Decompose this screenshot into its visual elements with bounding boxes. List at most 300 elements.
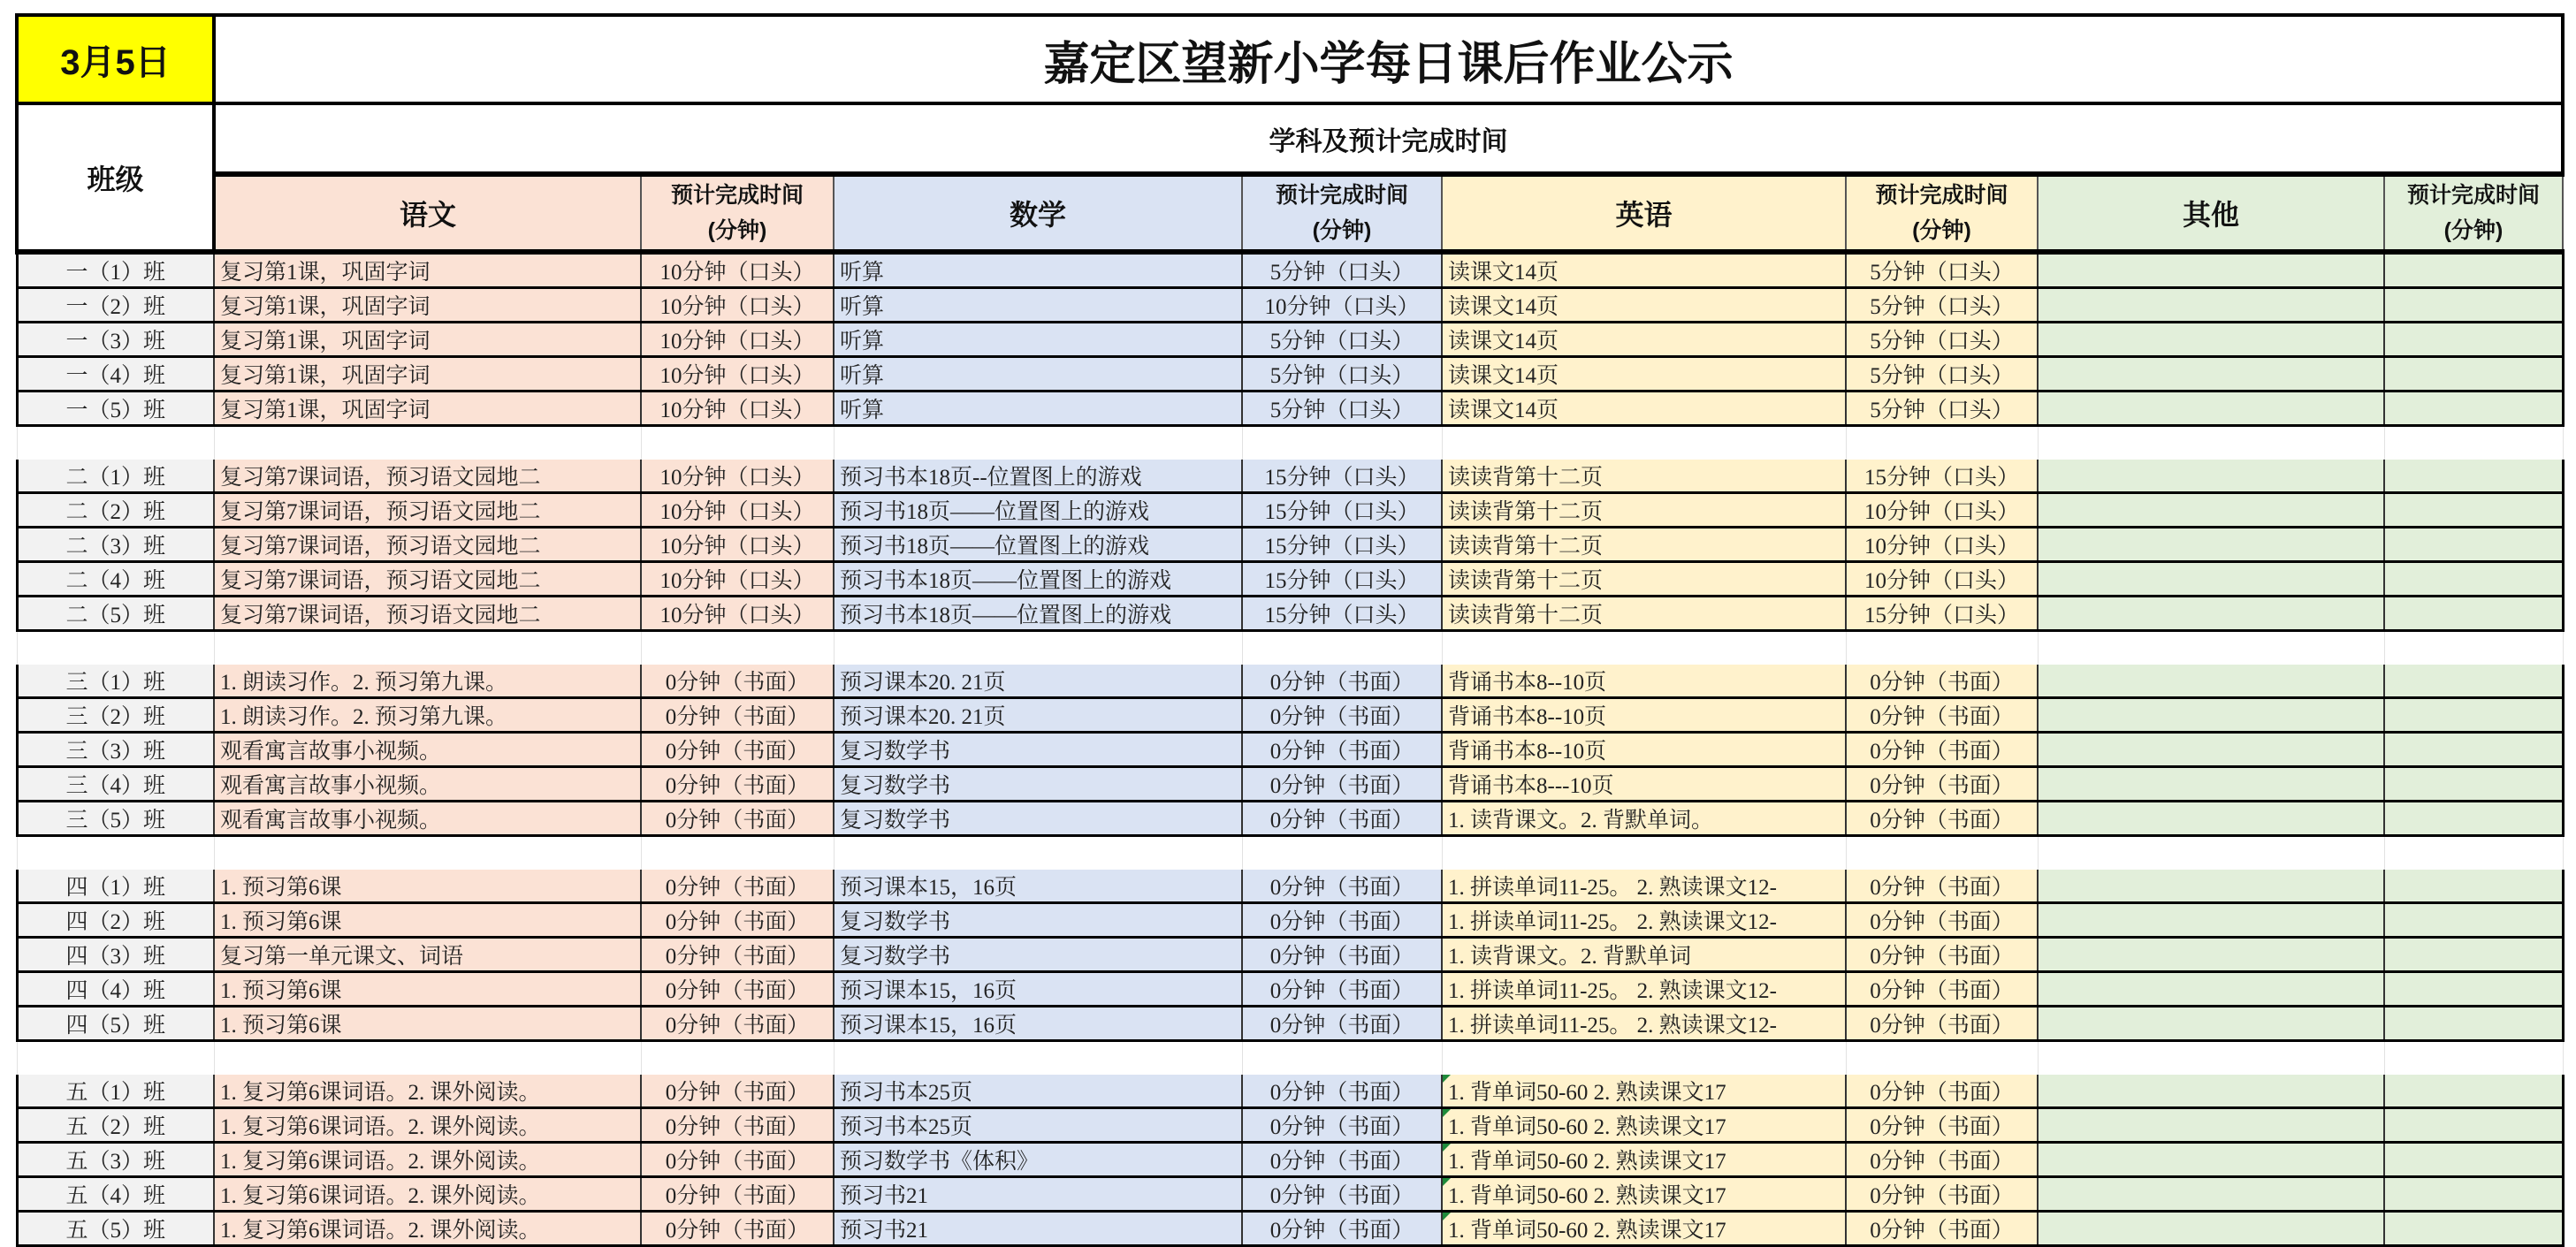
date-cell[interactable]: 3月5日 [17, 15, 214, 103]
class-cell[interactable]: 三（3）班 [17, 733, 214, 767]
chinese-task-cell[interactable]: 复习第7课词语，预习语文园地二 [214, 562, 641, 597]
other-task-cell[interactable] [2038, 357, 2384, 392]
time-label: 预计完成时间 [1875, 183, 2008, 208]
page-title[interactable]: 嘉定区望新小学每日课后作业公示 [214, 15, 2563, 103]
spacer-row [17, 1041, 2563, 1075]
table-row [17, 938, 2563, 972]
empty-cell[interactable] [17, 631, 214, 665]
other-task-cell[interactable] [2038, 903, 2384, 938]
chinese-time-cell[interactable]: 10分钟（口头） [641, 323, 834, 357]
other-time-cell[interactable] [2384, 562, 2563, 597]
math-time-cell[interactable]: 5分钟（口头） [1242, 323, 1442, 357]
english-task-cell[interactable]: 1. 拼读单词11-25。 2. 熟读课文12- [1442, 972, 1846, 1007]
class-cell[interactable]: 五（3）班 [17, 1143, 214, 1177]
empty-cell[interactable] [1846, 426, 2038, 460]
math-time-cell[interactable]: 15分钟（口头） [1242, 597, 1442, 631]
empty-cell[interactable] [641, 836, 834, 870]
chinese-time-cell[interactable]: 0分钟（书面） [641, 1108, 834, 1143]
class-cell[interactable]: 一（1）班 [17, 252, 214, 288]
other-time-cell[interactable] [2384, 1212, 2563, 1246]
empty-cell[interactable] [1242, 836, 1442, 870]
class-cell[interactable]: 二（3）班 [17, 528, 214, 562]
class-cell[interactable]: 二（2）班 [17, 493, 214, 528]
header-math-time[interactable] [1242, 174, 1442, 252]
empty-cell[interactable] [214, 836, 641, 870]
other-task-cell[interactable] [2038, 597, 2384, 631]
other-time-cell[interactable] [2384, 938, 2563, 972]
math-task-cell[interactable]: 预习书本18页——位置图上的游戏 [834, 562, 1242, 597]
header-other-time[interactable] [2384, 174, 2563, 252]
math-task-cell[interactable]: 预习课本15，16页 [834, 870, 1242, 903]
table-row [17, 972, 2563, 1007]
math-time-cell[interactable]: 0分钟（书面） [1242, 1143, 1442, 1177]
empty-cell[interactable] [2384, 1041, 2563, 1075]
math-time-cell[interactable]: 15分钟（口头） [1242, 528, 1442, 562]
class-cell[interactable]: 一（5）班 [17, 392, 214, 426]
math-time-cell[interactable]: 0分钟（书面） [1242, 870, 1442, 903]
english-task-cell[interactable]: 读读背第十二页 [1442, 460, 1846, 493]
english-task-cell[interactable]: 1. 读背课文。2. 背默单词 [1442, 938, 1846, 972]
chinese-task-cell[interactable]: 1. 预习第6课 [214, 1007, 641, 1041]
header-english[interactable]: 英语 [1442, 174, 1846, 252]
math-time-cell[interactable]: 15分钟（口头） [1242, 460, 1442, 493]
chinese-time-cell[interactable]: 0分钟（书面） [641, 1143, 834, 1177]
english-time-cell[interactable]: 15分钟（口头） [1846, 597, 2038, 631]
english-task-cell[interactable]: 背诵书本8---10页 [1442, 767, 1846, 802]
math-task-cell[interactable]: 预习书本25页 [834, 1108, 1242, 1143]
math-time-cell[interactable]: 0分钟（书面） [1242, 733, 1442, 767]
chinese-task-cell[interactable]: 复习第7课词语，预习语文园地二 [214, 493, 641, 528]
english-time-cell[interactable]: 5分钟（口头） [1846, 288, 2038, 323]
chinese-task-cell[interactable]: 1. 朗读习作。2. 预习第九课。 [214, 665, 641, 698]
class-cell[interactable]: 二（1）班 [17, 460, 214, 493]
table-row [17, 460, 2563, 493]
english-time-cell[interactable]: 10分钟（口头） [1846, 528, 2038, 562]
chinese-task-cell[interactable]: 复习第1课，巩固字词 [214, 288, 641, 323]
chinese-time-cell[interactable]: 0分钟（书面） [641, 1177, 834, 1212]
other-task-cell[interactable] [2038, 972, 2384, 1007]
english-time-cell[interactable]: 0分钟（书面） [1846, 733, 2038, 767]
chinese-task-cell[interactable]: 1. 预习第6课 [214, 870, 641, 903]
other-task-cell[interactable] [2038, 252, 2384, 288]
other-time-cell[interactable] [2384, 597, 2563, 631]
math-task-cell[interactable]: 预习书18页——位置图上的游戏 [834, 493, 1242, 528]
english-time-cell[interactable]: 5分钟（口头） [1846, 357, 2038, 392]
chinese-task-cell[interactable]: 复习第1课，巩固字词 [214, 392, 641, 426]
table-row [17, 802, 2563, 836]
class-cell[interactable]: 一（4）班 [17, 357, 214, 392]
empty-cell[interactable] [1442, 836, 1846, 870]
english-time-cell[interactable]: 5分钟（口头） [1846, 323, 2038, 357]
chinese-task-cell[interactable]: 观看寓言故事小视频。 [214, 802, 641, 836]
table-row [17, 252, 2563, 288]
math-task-cell[interactable]: 预习书本25页 [834, 1075, 1242, 1108]
empty-cell[interactable] [214, 631, 641, 665]
other-task-cell[interactable] [2038, 1177, 2384, 1212]
table-row [17, 1007, 2563, 1041]
other-time-cell[interactable] [2384, 1108, 2563, 1143]
time-label: 预计完成时间 [1275, 183, 1408, 208]
table-row [17, 1075, 2563, 1108]
math-time-cell[interactable]: 0分钟（书面） [1242, 1212, 1442, 1246]
class-cell[interactable]: 一（3）班 [17, 323, 214, 357]
class-cell[interactable]: 四（3）班 [17, 938, 214, 972]
other-task-cell[interactable] [2038, 870, 2384, 903]
math-task-cell[interactable]: 听算 [834, 252, 1242, 288]
empty-cell[interactable] [2038, 1041, 2384, 1075]
other-time-cell[interactable] [2384, 460, 2563, 493]
english-time-cell[interactable]: 0分钟（书面） [1846, 1007, 2038, 1041]
english-task-cell[interactable]: 1. 背单词50-60 2. 熟读课文17 [1442, 1075, 1846, 1108]
english-task-cell[interactable]: 读课文14页 [1442, 252, 1846, 288]
math-task-cell[interactable]: 听算 [834, 392, 1242, 426]
time-label: 预计完成时间 [2407, 183, 2541, 208]
math-task-cell[interactable]: 预习课本20. 21页 [834, 698, 1242, 733]
other-time-cell[interactable] [2384, 1177, 2563, 1212]
other-time-cell[interactable] [2384, 972, 2563, 1007]
other-time-cell[interactable] [2384, 802, 2563, 836]
time-label: 预计完成时间 [670, 183, 804, 208]
math-time-cell[interactable]: 0分钟（书面） [1242, 767, 1442, 802]
chinese-time-cell[interactable]: 0分钟（书面） [641, 972, 834, 1007]
english-task-cell[interactable]: 背诵书本8--10页 [1442, 733, 1846, 767]
english-time-cell[interactable]: 0分钟（书面） [1846, 903, 2038, 938]
english-task-cell[interactable]: 1. 背单词50-60 2. 熟读课文17 [1442, 1143, 1846, 1177]
english-time-cell[interactable]: 0分钟（书面） [1846, 870, 2038, 903]
header-english-time[interactable] [1846, 174, 2038, 252]
english-time-cell[interactable]: 5分钟（口头） [1846, 252, 2038, 288]
table-row [17, 562, 2563, 597]
empty-cell[interactable] [214, 426, 641, 460]
empty-cell[interactable] [2384, 631, 2563, 665]
other-task-cell[interactable] [2038, 1075, 2384, 1108]
chinese-time-cell[interactable]: 10分钟（口头） [641, 288, 834, 323]
empty-cell[interactable] [17, 426, 214, 460]
english-task-cell[interactable]: 读读背第十二页 [1442, 562, 1846, 597]
other-task-cell[interactable] [2038, 562, 2384, 597]
english-task-cell[interactable]: 1. 拼读单词11-25。 2. 熟读课文12- [1442, 1007, 1846, 1041]
table-row [17, 1143, 2563, 1177]
other-time-cell[interactable] [2384, 665, 2563, 698]
english-time-cell[interactable]: 0分钟（书面） [1846, 665, 2038, 698]
math-time-cell[interactable]: 0分钟（书面） [1242, 802, 1442, 836]
other-time-cell[interactable] [2384, 767, 2563, 802]
math-task-cell[interactable]: 听算 [834, 357, 1242, 392]
math-task-cell[interactable]: 听算 [834, 323, 1242, 357]
other-time-cell[interactable] [2384, 698, 2563, 733]
english-time-cell[interactable]: 0分钟（书面） [1846, 1108, 2038, 1143]
math-task-cell[interactable]: 复习数学书 [834, 767, 1242, 802]
chinese-time-cell[interactable]: 0分钟（书面） [641, 733, 834, 767]
empty-cell[interactable] [1242, 631, 1442, 665]
other-time-cell[interactable] [2384, 1143, 2563, 1177]
other-task-cell[interactable] [2038, 938, 2384, 972]
chinese-task-cell[interactable]: 1. 复习第6课词语。2. 课外阅读。 [214, 1143, 641, 1177]
table-row [17, 357, 2563, 392]
math-time-cell[interactable]: 0分钟（书面） [1242, 972, 1442, 1007]
chinese-task-cell[interactable]: 观看寓言故事小视频。 [214, 733, 641, 767]
math-task-cell[interactable]: 预习书本18页——位置图上的游戏 [834, 597, 1242, 631]
chinese-time-cell[interactable]: 10分钟（口头） [641, 562, 834, 597]
chinese-time-cell[interactable]: 10分钟（口头） [641, 528, 834, 562]
chinese-task-cell[interactable]: 观看寓言故事小视频。 [214, 767, 641, 802]
chinese-task-cell[interactable]: 1. 复习第6课词语。2. 课外阅读。 [214, 1212, 641, 1246]
class-cell[interactable]: 一（2）班 [17, 288, 214, 323]
english-time-cell[interactable]: 0分钟（书面） [1846, 1075, 2038, 1108]
table-row [17, 528, 2563, 562]
table-row [17, 903, 2563, 938]
chinese-task-cell[interactable]: 复习第7课词语，预习语文园地二 [214, 460, 641, 493]
chinese-task-cell[interactable]: 复习第1课，巩固字词 [214, 357, 641, 392]
empty-cell[interactable] [2038, 631, 2384, 665]
empty-cell[interactable] [834, 631, 1242, 665]
english-time-cell[interactable]: 10分钟（口头） [1846, 493, 2038, 528]
empty-cell[interactable] [17, 1041, 214, 1075]
math-task-cell[interactable]: 预习书21 [834, 1212, 1242, 1246]
chinese-task-cell[interactable]: 1. 复习第6课词语。2. 课外阅读。 [214, 1177, 641, 1212]
other-task-cell[interactable] [2038, 698, 2384, 733]
header-math[interactable]: 数学 [834, 174, 1242, 252]
empty-cell[interactable] [214, 1041, 641, 1075]
math-time-cell[interactable]: 0分钟（书面） [1242, 1177, 1442, 1212]
english-task-cell[interactable]: 1. 读背课文。2. 背默单词。 [1442, 802, 1846, 836]
english-time-cell[interactable]: 0分钟（书面） [1846, 1143, 2038, 1177]
other-task-cell[interactable] [2038, 1108, 2384, 1143]
math-task-cell[interactable]: 预习课本15，16页 [834, 1007, 1242, 1041]
english-time-cell[interactable]: 0分钟（书面） [1846, 767, 2038, 802]
chinese-time-cell[interactable]: 10分钟（口头） [641, 392, 834, 426]
class-cell[interactable]: 五（2）班 [17, 1108, 214, 1143]
other-task-cell[interactable] [2038, 733, 2384, 767]
math-time-cell[interactable]: 0分钟（书面） [1242, 938, 1442, 972]
empty-cell[interactable] [641, 426, 834, 460]
empty-cell[interactable] [1242, 1041, 1442, 1075]
chinese-time-cell[interactable]: 0分钟（书面） [641, 938, 834, 972]
math-time-cell[interactable]: 10分钟（口头） [1242, 288, 1442, 323]
math-time-cell[interactable]: 5分钟（口头） [1242, 392, 1442, 426]
english-task-cell[interactable]: 1. 拼读单词11-25。 2. 熟读课文12- [1442, 870, 1846, 903]
math-time-cell[interactable]: 0分钟（书面） [1242, 1007, 1442, 1041]
math-task-cell[interactable]: 复习数学书 [834, 733, 1242, 767]
english-time-cell[interactable]: 0分钟（书面） [1846, 1212, 2038, 1246]
english-time-cell[interactable]: 15分钟（口头） [1846, 460, 2038, 493]
class-cell[interactable]: 四（1）班 [17, 870, 214, 903]
chinese-task-cell[interactable]: 1. 复习第6课词语。2. 课外阅读。 [214, 1075, 641, 1108]
english-task-cell[interactable]: 背诵书本8--10页 [1442, 665, 1846, 698]
english-time-cell[interactable]: 5分钟（口头） [1846, 392, 2038, 426]
class-column-header[interactable]: 班级 [17, 103, 214, 252]
english-time-cell[interactable]: 0分钟（书面） [1846, 698, 2038, 733]
header-other[interactable]: 其他 [2038, 174, 2384, 252]
chinese-time-cell[interactable]: 0分钟（书面） [641, 1212, 834, 1246]
spacer-row [17, 631, 2563, 665]
chinese-time-cell[interactable]: 0分钟（书面） [641, 1075, 834, 1108]
empty-cell[interactable] [834, 836, 1242, 870]
math-task-cell[interactable]: 预习书18页——位置图上的游戏 [834, 528, 1242, 562]
math-task-cell[interactable]: 预习课本20. 21页 [834, 665, 1242, 698]
empty-cell[interactable] [641, 1041, 834, 1075]
empty-cell[interactable] [1442, 426, 1846, 460]
other-task-cell[interactable] [2038, 767, 2384, 802]
chinese-task-cell[interactable]: 复习第1课，巩固字词 [214, 252, 641, 288]
math-time-cell[interactable]: 0分钟（书面） [1242, 698, 1442, 733]
other-task-cell[interactable] [2038, 460, 2384, 493]
math-task-cell[interactable]: 预习课本15，16页 [834, 972, 1242, 1007]
english-task-cell[interactable]: 读读背第十二页 [1442, 528, 1846, 562]
english-time-cell[interactable]: 0分钟（书面） [1846, 938, 2038, 972]
other-time-cell[interactable] [2384, 1007, 2563, 1041]
english-time-cell[interactable]: 0分钟（书面） [1846, 972, 2038, 1007]
class-cell[interactable]: 三（1）班 [17, 665, 214, 698]
other-task-cell[interactable] [2038, 493, 2384, 528]
chinese-time-cell[interactable]: 10分钟（口头） [641, 357, 834, 392]
homework-table [15, 13, 2565, 1247]
empty-cell[interactable] [17, 836, 214, 870]
math-task-cell[interactable]: 复习数学书 [834, 938, 1242, 972]
english-task-cell[interactable]: 1. 背单词50-60 2. 熟读课文17 [1442, 1212, 1846, 1246]
class-cell[interactable]: 四（2）班 [17, 903, 214, 938]
chinese-task-cell[interactable]: 1. 复习第6课词语。2. 课外阅读。 [214, 1108, 641, 1143]
math-time-cell[interactable]: 15分钟（口头） [1242, 493, 1442, 528]
other-task-cell[interactable] [2038, 323, 2384, 357]
chinese-time-cell[interactable]: 0分钟（书面） [641, 903, 834, 938]
empty-cell[interactable] [834, 1041, 1242, 1075]
empty-cell[interactable] [1846, 1041, 2038, 1075]
other-task-cell[interactable] [2038, 392, 2384, 426]
empty-cell[interactable] [834, 426, 1242, 460]
math-task-cell[interactable]: 复习数学书 [834, 802, 1242, 836]
chinese-task-cell[interactable]: 复习第1课，巩固字词 [214, 323, 641, 357]
empty-cell[interactable] [1442, 1041, 1846, 1075]
english-time-cell[interactable]: 0分钟（书面） [1846, 1177, 2038, 1212]
class-cell[interactable]: 三（2）班 [17, 698, 214, 733]
table-row [17, 665, 2563, 698]
english-time-cell[interactable]: 10分钟（口头） [1846, 562, 2038, 597]
other-time-cell[interactable] [2384, 323, 2563, 357]
math-time-cell[interactable]: 5分钟（口头） [1242, 357, 1442, 392]
empty-cell[interactable] [2384, 836, 2563, 870]
table-row [17, 1177, 2563, 1212]
english-task-cell[interactable]: 1. 拼读单词11-25。 2. 熟读课文12- [1442, 903, 1846, 938]
math-task-cell[interactable]: 预习书本18页--位置图上的游戏 [834, 460, 1242, 493]
other-time-cell[interactable] [2384, 903, 2563, 938]
other-time-cell[interactable] [2384, 733, 2563, 767]
math-time-cell[interactable]: 5分钟（口头） [1242, 252, 1442, 288]
other-task-cell[interactable] [2038, 1212, 2384, 1246]
other-time-cell[interactable] [2384, 392, 2563, 426]
math-task-cell[interactable]: 预习数学书《体积》 [834, 1143, 1242, 1177]
other-time-cell[interactable] [2384, 528, 2563, 562]
other-task-cell[interactable] [2038, 1007, 2384, 1041]
chinese-time-cell[interactable]: 0分钟（书面） [641, 665, 834, 698]
class-cell[interactable]: 五（5）班 [17, 1212, 214, 1246]
chinese-time-cell[interactable]: 10分钟（口头） [641, 597, 834, 631]
empty-cell[interactable] [1846, 631, 2038, 665]
chinese-time-cell[interactable]: 0分钟（书面） [641, 802, 834, 836]
chinese-time-cell[interactable]: 0分钟（书面） [641, 767, 834, 802]
english-task-cell[interactable]: 背诵书本8--10页 [1442, 698, 1846, 733]
math-time-cell[interactable]: 0分钟（书面） [1242, 1075, 1442, 1108]
other-task-cell[interactable] [2038, 288, 2384, 323]
chinese-time-cell[interactable]: 0分钟（书面） [641, 698, 834, 733]
time-unit: (分钟) [707, 218, 767, 243]
chinese-task-cell[interactable]: 复习第一单元课文、词语 [214, 938, 641, 972]
empty-cell[interactable] [641, 631, 834, 665]
english-task-cell[interactable]: 读课文14页 [1442, 323, 1846, 357]
class-cell[interactable]: 二（4）班 [17, 562, 214, 597]
other-time-cell[interactable] [2384, 357, 2563, 392]
other-time-cell[interactable] [2384, 493, 2563, 528]
empty-cell[interactable] [1846, 836, 2038, 870]
other-time-cell[interactable] [2384, 1075, 2563, 1108]
header-chinese[interactable]: 语文 [214, 174, 641, 252]
table-row [17, 767, 2563, 802]
class-cell[interactable]: 五（1）班 [17, 1075, 214, 1108]
header-chinese-time[interactable] [641, 174, 834, 252]
chinese-task-cell[interactable]: 1. 朗读习作。2. 预习第九课。 [214, 698, 641, 733]
class-cell[interactable]: 五（4）班 [17, 1177, 214, 1212]
class-cell[interactable]: 二（5）班 [17, 597, 214, 631]
other-time-cell[interactable] [2384, 870, 2563, 903]
english-task-cell[interactable]: 读读背第十二页 [1442, 493, 1846, 528]
empty-cell[interactable] [1442, 631, 1846, 665]
english-task-cell[interactable]: 读课文14页 [1442, 392, 1846, 426]
english-task-cell[interactable]: 1. 背单词50-60 2. 熟读课文17 [1442, 1177, 1846, 1212]
other-task-cell[interactable] [2038, 665, 2384, 698]
english-task-cell[interactable]: 读课文14页 [1442, 357, 1846, 392]
class-cell[interactable]: 四（4）班 [17, 972, 214, 1007]
chinese-task-cell[interactable]: 1. 预习第6课 [214, 903, 641, 938]
other-time-cell[interactable] [2384, 288, 2563, 323]
english-time-cell[interactable]: 0分钟（书面） [1846, 802, 2038, 836]
math-time-cell[interactable]: 0分钟（书面） [1242, 1108, 1442, 1143]
class-cell[interactable]: 三（4）班 [17, 767, 214, 802]
math-task-cell[interactable]: 预习书21 [834, 1177, 1242, 1212]
english-task-cell[interactable]: 1. 背单词50-60 2. 熟读课文17 [1442, 1108, 1846, 1143]
chinese-time-cell[interactable]: 10分钟（口头） [641, 252, 834, 288]
math-time-cell[interactable]: 15分钟（口头） [1242, 562, 1442, 597]
class-cell[interactable]: 四（5）班 [17, 1007, 214, 1041]
other-task-cell[interactable] [2038, 528, 2384, 562]
english-task-cell[interactable]: 读读背第十二页 [1442, 597, 1846, 631]
empty-cell[interactable] [2038, 836, 2384, 870]
chinese-task-cell[interactable]: 1. 预习第6课 [214, 972, 641, 1007]
chinese-time-cell[interactable]: 10分钟（口头） [641, 460, 834, 493]
chinese-time-cell[interactable]: 10分钟（口头） [641, 493, 834, 528]
chinese-task-cell[interactable]: 复习第7课词语，预习语文园地二 [214, 597, 641, 631]
english-task-cell[interactable]: 读课文14页 [1442, 288, 1846, 323]
spacer-row [17, 426, 2563, 460]
math-time-cell[interactable]: 0分钟（书面） [1242, 903, 1442, 938]
class-cell[interactable]: 三（5）班 [17, 802, 214, 836]
chinese-task-cell[interactable]: 复习第7课词语，预习语文园地二 [214, 528, 641, 562]
other-time-cell[interactable] [2384, 252, 2563, 288]
empty-cell[interactable] [2384, 426, 2563, 460]
math-time-cell[interactable]: 0分钟（书面） [1242, 665, 1442, 698]
empty-cell[interactable] [1242, 426, 1442, 460]
subject-group-header[interactable]: 学科及预计完成时间 [214, 103, 2563, 174]
table-row [17, 870, 2563, 903]
chinese-time-cell[interactable]: 0分钟（书面） [641, 870, 834, 903]
math-task-cell[interactable]: 复习数学书 [834, 903, 1242, 938]
time-unit: (分钟) [1312, 218, 1372, 243]
chinese-time-cell[interactable]: 0分钟（书面） [641, 1007, 834, 1041]
other-task-cell[interactable] [2038, 1143, 2384, 1177]
other-task-cell[interactable] [2038, 802, 2384, 836]
table-row [17, 392, 2563, 426]
empty-cell[interactable] [2038, 426, 2384, 460]
math-task-cell[interactable]: 听算 [834, 288, 1242, 323]
